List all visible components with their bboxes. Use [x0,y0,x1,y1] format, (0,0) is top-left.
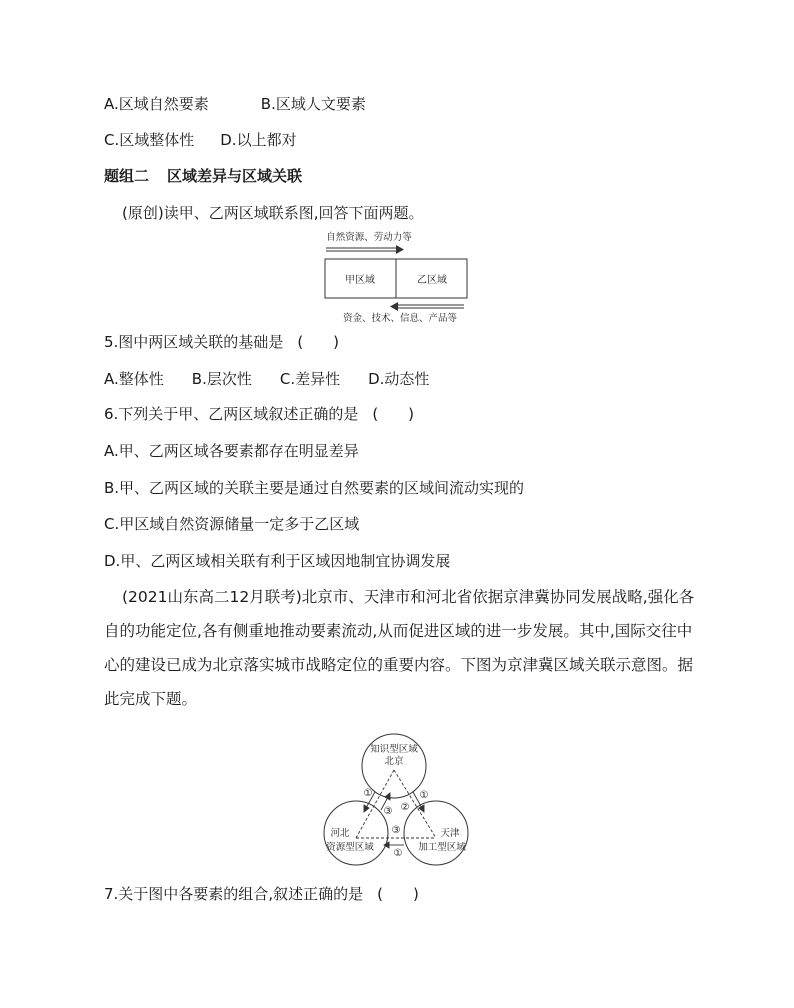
q6-option-c: C.甲区域自然资源储量一定多于乙区域 [104,515,360,533]
q4-options-row2 [104,130,297,150]
q5-stem: 5.图中两区域关联的基础是 [104,333,284,351]
jingjinji-diagram [318,732,474,868]
beijing-name-label: 北京 [384,756,404,767]
q5-answer-bracket[interactable]: ( ) [297,333,340,351]
section-label: 题组二 [104,167,150,185]
passage-2-source: (2021山东高二12月联考) [122,588,302,606]
q5-stem-row [104,332,339,352]
q6-stem-row [104,404,414,424]
bottom-flow-label: 资金、技术、信息、产品等 [342,313,458,324]
marker-hb-tj-bottom: ① [393,848,403,859]
q7-stem: 7.关于图中各要素的组合,叙述正确的是 [104,885,364,903]
hebei-name-label: 河北 [330,828,350,839]
q6-answer-bracket[interactable]: ( ) [372,405,415,423]
q5-option-a: A.整体性 [104,370,164,388]
q4-option-b: B.区域人文要素 [260,95,366,113]
marker-hb-tj-top: ③ [391,825,401,836]
passage-2-text: 北京市、天津市和河北省依据京津冀协同发展战略,强化各自的功能定位,各有侧重地推动要素流动,从而促进区域的进一步发展。其中,国际交往中心的建设已成为北京落实城市战略定位的重要内容。下图为京津冀区域关联示意图。据此完成下题。 [104,588,695,708]
marker-bj-hb-out: ① [363,788,373,799]
q5-options-row [104,369,429,389]
q6-option-d: D.甲、乙两区域相关联有利于区域因地制宜协调发展 [104,552,451,570]
q7-answer-bracket[interactable]: ( ) [377,885,419,903]
hebei-type-label: 资源型区域 [326,842,374,853]
region-yi-label: 乙区域 [417,275,447,286]
marker-bj-tj-out: ① [419,790,429,801]
q4-option-c: C.区域整体性 [104,131,195,149]
tianjin-type-label: 加工型区域 [418,842,466,853]
left-arrow [390,302,464,311]
q6-option-b: B.甲、乙两区域的关联主要是通过自然要素的区域间流动实现的 [104,479,525,497]
q5-option-c: C.差异性 [279,370,341,388]
tianjin-name-label: 天津 [440,828,460,839]
beijing-type-label: 知识型区域 [370,744,418,755]
passage-2 [104,580,704,716]
marker-bj-hb-in: ③ [383,806,393,817]
section-heading [104,166,302,186]
q4-options-row1 [104,94,366,114]
q4-option-d: D.以上都对 [220,131,297,149]
right-arrow [326,245,404,254]
marker-bj-tj-in: ② [400,802,410,813]
q5-option-b: B.层次性 [191,370,252,388]
region-link-diagram [322,228,472,324]
q7-stem-row [104,884,419,904]
top-flow-label: 自然资源、劳动力等 [326,232,412,243]
passage-1: (原创)读甲、乙两区域联系图,回答下面两题。 [122,204,424,222]
region-jia-label: 甲区域 [345,275,375,286]
q6-stem: 6.下列关于甲、乙两区域叙述正确的是 [104,405,359,423]
q5-option-d: D.动态性 [368,370,430,388]
q6-option-a: A.甲、乙两区域各要素都存在明显差异 [104,442,359,460]
q4-option-a: A.区域自然要素 [104,95,209,113]
section-title: 区域差异与区域关联 [167,167,303,185]
